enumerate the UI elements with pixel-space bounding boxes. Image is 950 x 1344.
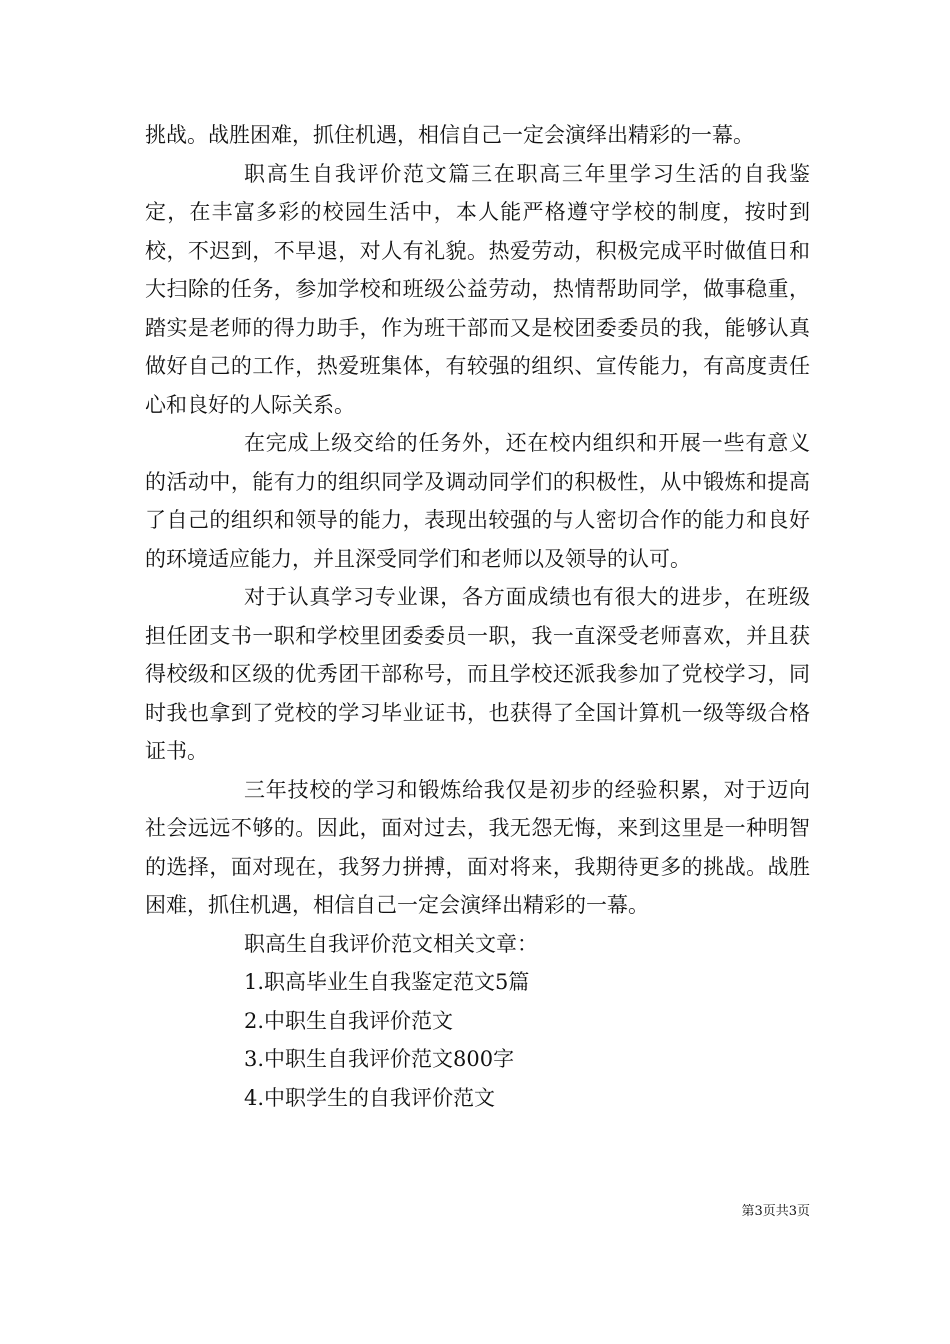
- paragraph-continuation: 挑战。战胜困难，抓住机遇，相信自己一定会演绎出精彩的一幕。: [145, 123, 754, 147]
- related-articles-heading: 职高生自我评价范文相关文章：: [244, 931, 538, 956]
- related-article-link-1[interactable]: 1.职高毕业生自我鉴定范文5篇: [244, 970, 530, 994]
- related-article-link-3[interactable]: 3.中职生自我评价范文800字: [244, 1047, 515, 1071]
- paragraph-conclusion: 三年技校的学习和锻炼给我仅是初步的经验积累，对于迈向社会远远不够的。因此，面对过去，我无怨无悔，来到这里是一种明智的选择，面对现在，我努力拼搏，面对将来，我期待更多的挑战。战胜困难，抓住机遇，相信自己一定会演绎出精彩的一幕。: [145, 777, 810, 917]
- related-article-link-4[interactable]: 4.中职学生的自我评价范文: [244, 1085, 496, 1110]
- related-article-link-2[interactable]: 2.中职生自我评价范文: [244, 1008, 454, 1033]
- page-number-footer: 第3页共3页: [741, 1204, 810, 1219]
- paragraph-organization-ability: 在完成上级交给的任务外，还在校内组织和开展一些有意义的活动中，能有力的组织同学及调动同学们的积极性，从中锻炼和提高了自己的组织和领导的能力，表现出较强的与人密切合作的能力和良好的环境适应能力，并且深受同学们和老师以及领导的认可。: [145, 431, 810, 571]
- document-body: [145, 116, 810, 1117]
- paragraph-study-achievements: 对于认真学习专业课，各方面成绩也有很大的进步，在班级担任团支书一职和学校里团委委员一职，我一直深受老师喜欢，并且获得校级和区级的优秀团干部称号，而且学校还派我参加了党校学习，同时我也拿到了党校的学习毕业证书，也获得了全国计算机一级等级合格证书。: [145, 585, 810, 763]
- paragraph-self-evaluation-intro: 职高生自我评价范文篇三在职高三年里学习生活的自我鉴定，在丰富多彩的校园生活中，本人能严格遵守学校的制度，按时到校，不迟到，不早退，对人有礼貌。热爱劳动，积极完成平时做值日和大扫除的任务，参加学校和班级公益劳动，热情帮助同学，做事稳重，踏实是老师的得力助手，作为班干部而又是校团委委员的我，能够认真做好自己的工作，热爱班集体，有较强的组织、宣传能力，有高度责任心和良好的人际关系。: [145, 161, 810, 417]
